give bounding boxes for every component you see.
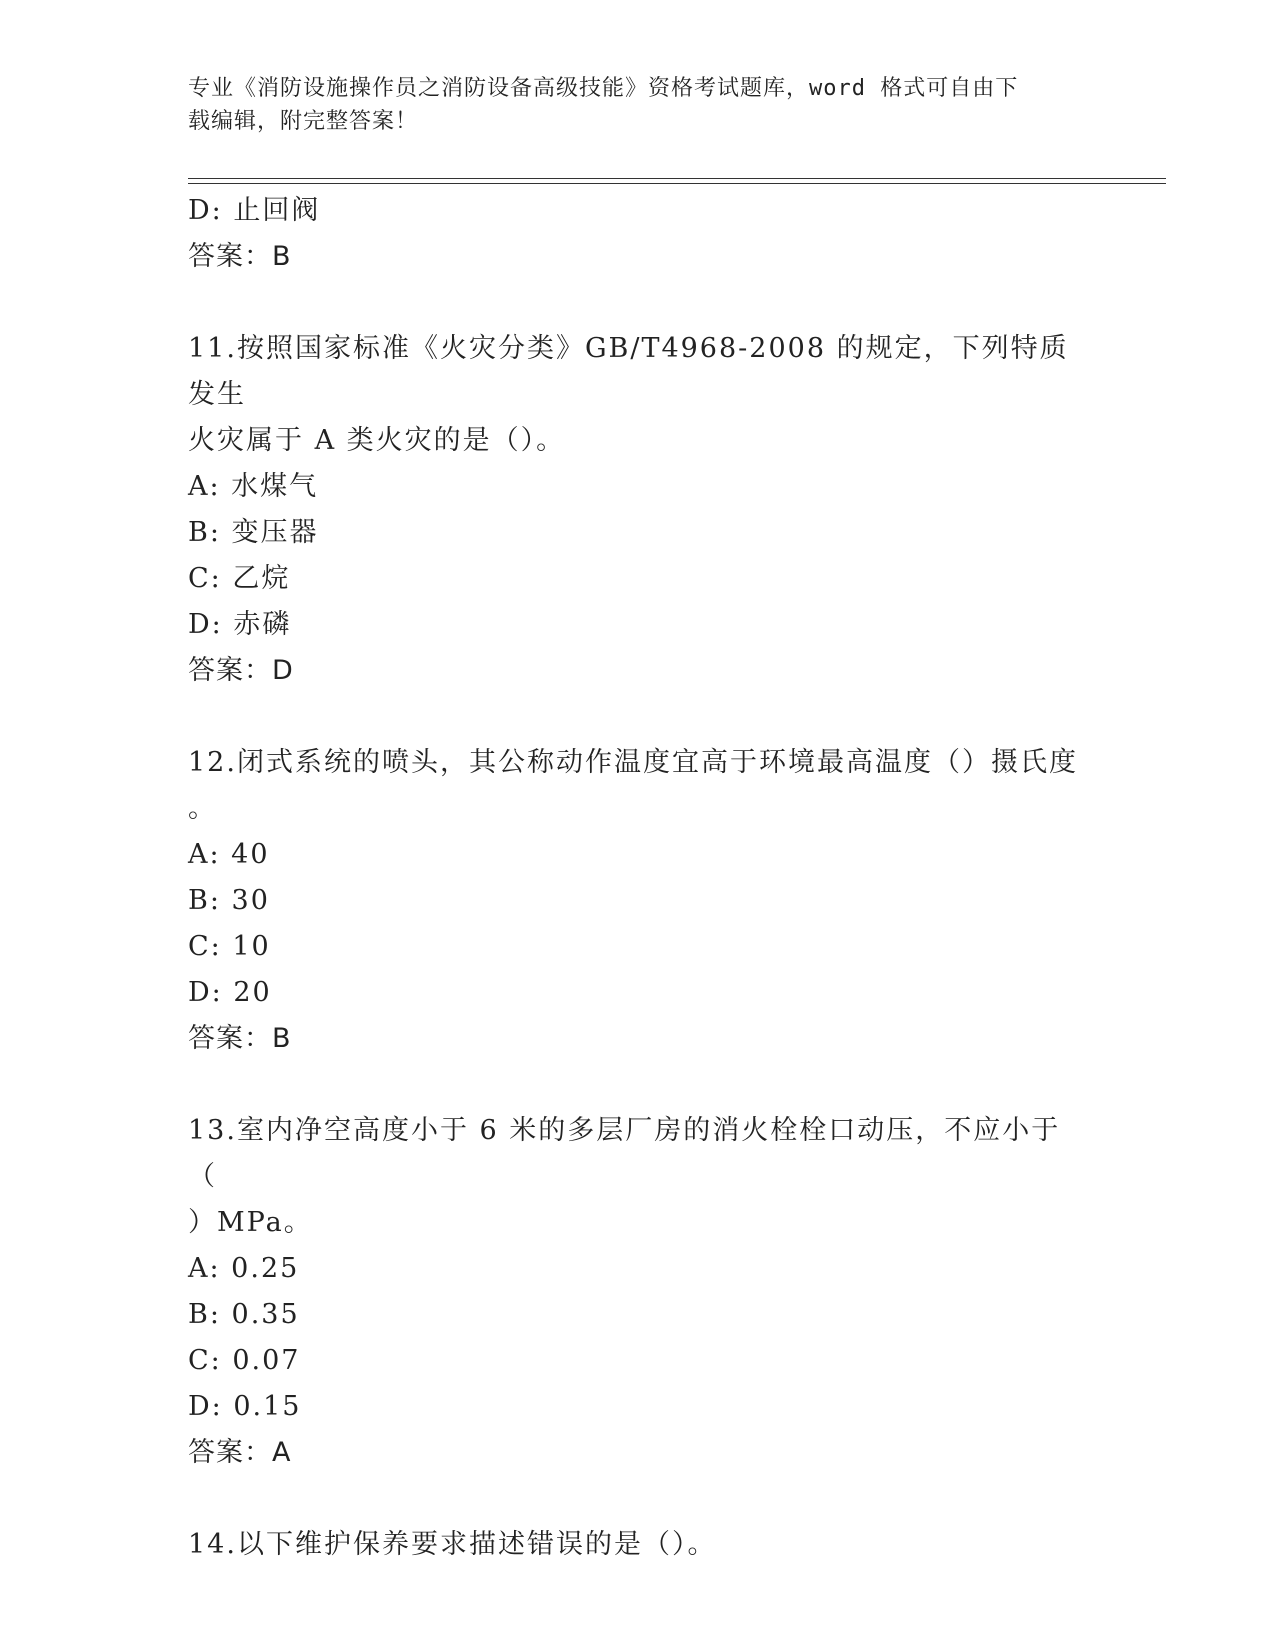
- option-c: C: 乙烷: [188, 563, 291, 594]
- question-text-line-2: 。: [188, 793, 217, 824]
- option-c: C: 10: [188, 931, 271, 962]
- question-text-line-1: 14.以下维护保养要求描述错误的是（）。: [188, 1529, 717, 1560]
- header-divider-bottom: [188, 183, 1166, 184]
- option-d: D: 20: [188, 977, 272, 1008]
- document-header: [188, 72, 1068, 138]
- question-text-line-1: 13.室内净空高度小于 6 米的多层厂房的消火栓栓口动压，不应小于（: [188, 1115, 1061, 1192]
- option-c: C: 0.07: [188, 1345, 301, 1376]
- option-a: A: 水煤气: [188, 471, 319, 502]
- answer: 答案：B: [188, 241, 292, 272]
- spacer: [188, 280, 1088, 326]
- option-b: B: 0.35: [188, 1299, 300, 1330]
- question-11: [188, 326, 1088, 694]
- question-10-tail: [188, 188, 1088, 280]
- header-divider-top: [188, 178, 1166, 179]
- option-a: A: 0.25: [188, 1253, 300, 1284]
- answer: 答案：A: [188, 1437, 292, 1468]
- question-13: [188, 1108, 1088, 1476]
- spacer: [188, 1062, 1088, 1108]
- header-line-1: 专业《消防设施操作员之消防设备高级技能》资格考试题库，word 格式可自由下: [188, 76, 1019, 101]
- question-text-line-2: 火灾属于 A 类火灾的是（）。: [188, 425, 566, 456]
- option-d: D: 止回阀: [188, 195, 321, 226]
- answer: 答案：D: [188, 655, 294, 686]
- option-a: A: 40: [188, 839, 270, 870]
- option-d: D: 赤磷: [188, 609, 292, 640]
- question-12: [188, 740, 1088, 1062]
- option-b: B: 30: [188, 885, 270, 916]
- spacer: [188, 1476, 1088, 1522]
- option-d: D: 0.15: [188, 1391, 302, 1422]
- question-text-line-2: ）MPa。: [188, 1207, 313, 1238]
- question-text-line-1: 12.闭式系统的喷头，其公称动作温度宜高于环境最高温度（）摄氏度: [188, 747, 1078, 778]
- answer: 答案：B: [188, 1023, 292, 1054]
- option-b: B: 变压器: [188, 517, 319, 548]
- question-14: [188, 1522, 1088, 1568]
- header-line-2: 载编辑，附完整答案！: [188, 109, 419, 134]
- spacer: [188, 694, 1088, 740]
- question-text-line-1: 11.按照国家标准《火灾分类》GB/T4968-2008 的规定，下列特质发生: [188, 333, 1069, 410]
- document-body: [188, 188, 1088, 1568]
